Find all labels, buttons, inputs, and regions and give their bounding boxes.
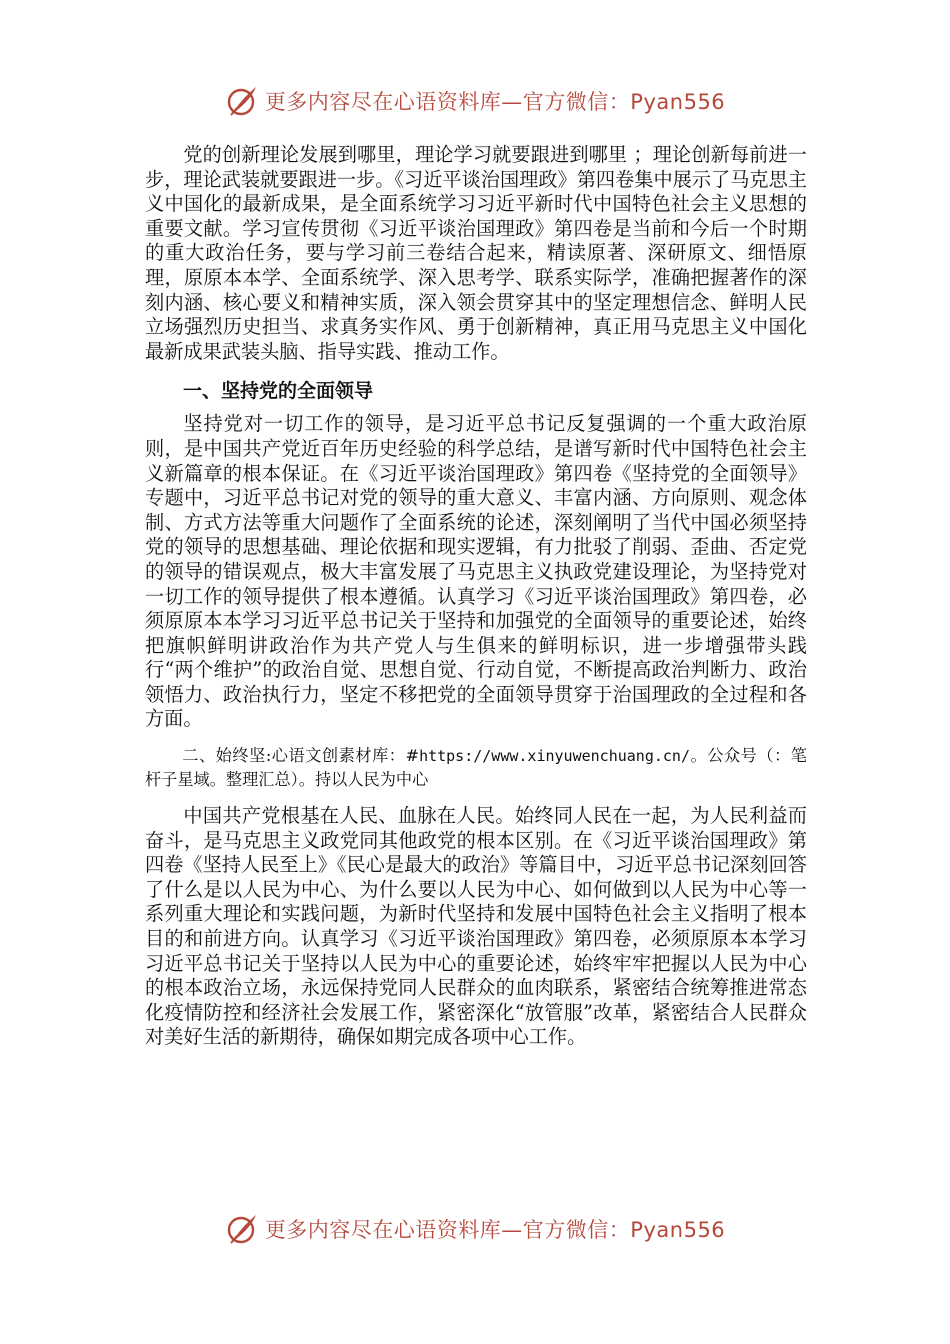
quill-logo-icon (225, 1212, 259, 1246)
quill-logo-icon (225, 84, 259, 118)
banner-text: 更多内容尽在心语资料库—官方微信：Pyan556 (264, 90, 726, 114)
note-prefix: 二、始终坚:心语文创素材库：# (182, 746, 420, 766)
source-url: https://www.xinyuwenchuang.cn/ (419, 747, 690, 766)
intro-paragraph: 党的创新理论发展到哪里，理论学习就要跟进到哪里 ；理论创新每前进一步，理论武装就要跟进一步。《习近平谈治国理政》第四卷集中展示了马克思主义中国化的最新成果，是全面系统学习习近平新时代中国特色社会主义思想的重要文献。学习宣传贯彻《习近平谈治国理政》第四卷是当前和今后一个时期的重大政治任务，要与学习前三卷结合起来，精读原著、深研原文、细悟原理，原原本本学、全面系统学、深入思考学、联系实际学，准确把握著作的深刻内涵、核心要义和精神实质，深入领会贯穿其中的坚定理想信念、鲜明人民立场强烈历史担当、求真务实作风、勇于创新精神，真正用马克思主义中国化最新成果武装头脑、指导实践、推动工作。 (145, 143, 807, 363)
footer-banner (0, 1212, 950, 1246)
section-1-paragraph: 坚持党对一切工作的领导，是习近平总书记反复强调的一个重大政治原则，是中国共产党近百年历史经验的科学总结，是谱写新时代中国特色社会主义新篇章的根本保证。在《习近平谈治国理政》第四卷《坚持党的全面领导》专题中，习近平总书记对党的领导的重大意义、丰富内涵、方向原则、观念体制、方式方法等重大问题作了全面系统的论述，深刻阐明了当代中国必须坚持党的领导的思想基础、理论依据和现实逻辑，有力批驳了削弱、歪曲、否定党的领导的错误观点，极大丰富发展了马克思主义执政党建设理论，为坚持党对一切工作的领导提供了根本遵循。认真学习《习近平谈治国理政》第四卷，必须原原本本学习习近平总书记关于坚持和加强党的全面领导的重要论述，始终把旗帜鲜明讲政治作为共产党人与生俱来的鲜明标识，进一步增强带头践行“两个维护”的政治自觉、思想自觉、行动自觉，不断提高政治判断力、政治领悟力、政治执行力，坚定不移把党的全面领导贯穿于治国理政的全过程和各方面。 (145, 412, 807, 731)
document-body (145, 143, 807, 1050)
section-heading-1: 一、坚持党的全面领导 (183, 380, 374, 403)
header-banner (0, 84, 950, 118)
section-2-paragraph: 中国共产党根基在人民、血脉在人民。始终同人民在一起，为人民利益而奋斗，是马克思主义政党同其他政党的根本区别。在《习近平谈治国理政》第四卷《坚持人民至上》《民心是最大的政治》等篇目中，习近平总书记深刻回答了什么是以人民为中心、为什么要以人民为中心、如何做到以人民为中心等一系列重大理论和实践问题，为新时代坚持和发展中国特色社会主义指明了根本目的和前进方向。认真学习《习近平谈治国理政》第四卷，必须原原本本学习习近平总书记关于坚持以人民为中心的重要论述，始终牢牢把握以人民为中心的根本政治立场，永远保持党同人民群众的血肉联系，紧密结合统筹推进常态化疫情防控和经济社会发展工作，紧密深化“放管服”改革，紧密结合人民群众对美好生活的新期待，确保如期完成各项中心工作。 (145, 804, 807, 1049)
banner-text: 更多内容尽在心语资料库—官方微信：Pyan556 (264, 1218, 726, 1242)
note-suffix: 。公众号（：笔杆子星域。整理汇总）。持以人民为中心 (145, 746, 807, 790)
section-heading-2-with-source-note (145, 744, 807, 792)
